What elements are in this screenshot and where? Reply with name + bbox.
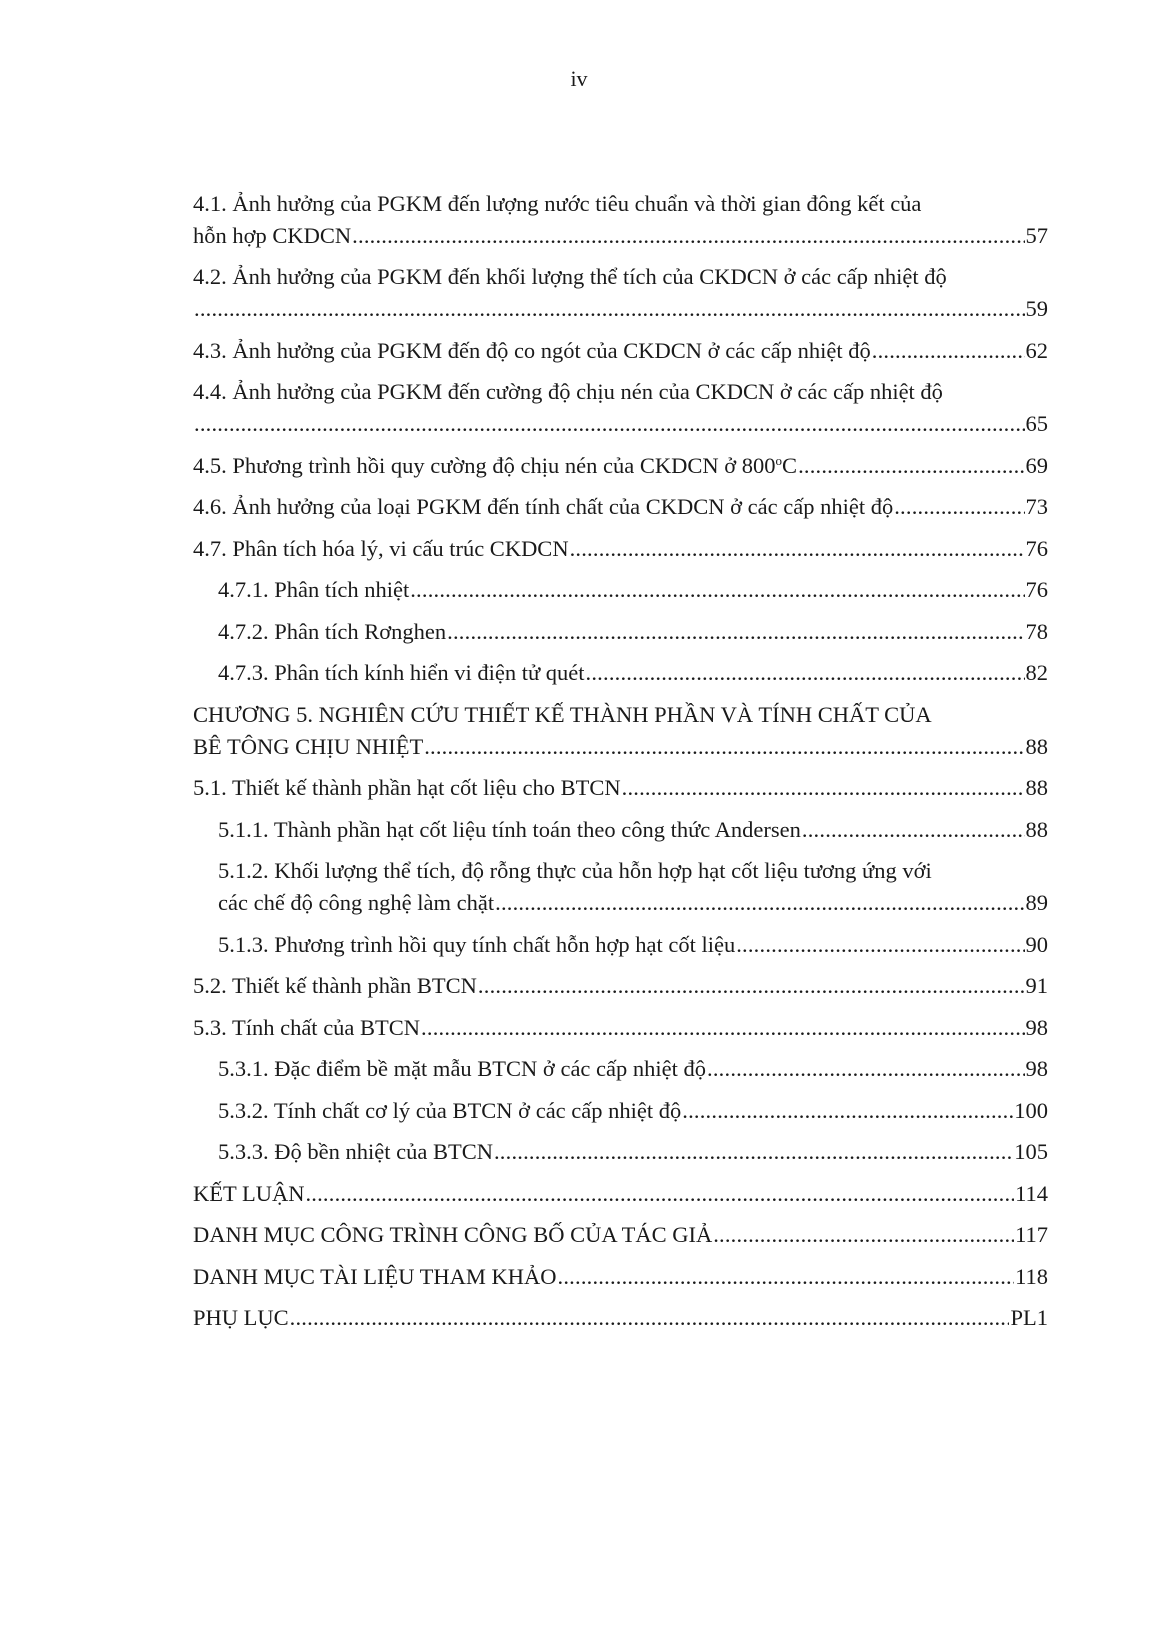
dot-leader [421, 1012, 1024, 1044]
toc-page-number: 59 [1025, 296, 1048, 321]
dot-leader [495, 887, 1024, 919]
toc-page-number: PL1 [1010, 1305, 1048, 1330]
dot-leader [424, 731, 1024, 763]
toc-entry[interactable] [193, 616, 1048, 648]
toc-entry-title: 5.3. Tính chất của BTCN [193, 1015, 421, 1040]
toc-entry-title: 4.7.1. Phân tích nhiệt [218, 577, 410, 602]
toc-entry[interactable] [193, 335, 1048, 367]
toc-entry[interactable] [193, 1219, 1048, 1251]
toc-page-number: 65 [1025, 411, 1048, 436]
toc-entry-title-line: 4.4. Ảnh hưởng của PGKM đến cường độ chịu nén của CKDCN ở các cấp nhiệt độ [193, 379, 943, 404]
toc-page-number: 88 [1025, 817, 1048, 842]
toc-page-number: 117 [1015, 1222, 1048, 1247]
dot-leader [872, 335, 1025, 367]
dot-leader [447, 616, 1024, 648]
toc-entry-title: 5.1.3. Phương trình hồi quy tính chất hỗn hợp hạt cốt liệu [218, 932, 736, 957]
toc-page-number: 118 [1015, 1264, 1048, 1289]
dot-leader [558, 1261, 1015, 1293]
toc-entry[interactable] [193, 772, 1048, 804]
dot-leader [478, 970, 1025, 1002]
toc-page-number: 82 [1025, 660, 1048, 685]
toc-page-number: 76 [1025, 577, 1048, 602]
page-number: iv [570, 66, 588, 91]
toc-entry[interactable] [193, 450, 1048, 482]
toc-entry[interactable] [193, 657, 1048, 689]
toc-entry-title: BÊ TÔNG CHỊU NHIỆT [193, 734, 424, 759]
toc-entry-title: 5.3.3. Độ bền nhiệt của BTCN [218, 1139, 493, 1164]
toc-page-number: 78 [1025, 619, 1048, 644]
toc-page-number: 69 [1025, 453, 1048, 478]
toc-page-number: 57 [1025, 223, 1048, 248]
superscript: o [775, 453, 783, 468]
dot-leader [494, 1136, 1013, 1168]
toc-entry-title-line: 4.1. Ảnh hưởng của PGKM đến lượng nước tiêu chuẩn và thời gian đông kết của [193, 191, 922, 216]
dot-leader [798, 450, 1024, 482]
dot-leader [586, 657, 1025, 689]
toc-entry-title: 4.3. Ảnh hưởng của PGKM đến độ co ngót của CKDCN ở các cấp nhiệt độ [193, 338, 871, 363]
toc-entry[interactable] [193, 1178, 1048, 1210]
toc-entry-title: DANH MỤC CÔNG TRÌNH CÔNG BỐ CỦA TÁC GIẢ [193, 1222, 713, 1247]
toc-entry-title: 4.5. Phương trình hồi quy cường độ chịu nén của CKDCN ở 800$^o$C [193, 453, 798, 478]
dot-leader [713, 1219, 1014, 1251]
toc-page-number: 100 [1014, 1098, 1048, 1123]
dot-leader [352, 220, 1024, 252]
table-of-contents [193, 188, 1048, 1334]
dot-leader [290, 1302, 1010, 1334]
toc-entry-title: 4.7.3. Phân tích kính hiển vi điện tử quét [218, 660, 585, 685]
toc-entry[interactable] [193, 970, 1048, 1002]
toc-entry[interactable] [193, 188, 1048, 252]
toc-page-number: 98 [1025, 1015, 1048, 1040]
toc-entry[interactable] [193, 261, 1048, 325]
toc-entry-title: 5.1. Thiết kế thành phần hạt cốt liệu cho BTCN [193, 775, 621, 800]
toc-entry-title: 4.7. Phân tích hóa lý, vi cấu trúc CKDCN [193, 536, 569, 561]
toc-entry[interactable] [193, 1302, 1048, 1334]
toc-entry-title: 5.3.2. Tính chất cơ lý của BTCN ở các cấp nhiệt độ [218, 1098, 682, 1123]
toc-entry-title-line: CHƯƠNG 5. NGHIÊN CỨU THIẾT KẾ THÀNH PHẦN VÀ TÍNH CHẤT CỦA [193, 702, 932, 727]
toc-page-number: 105 [1014, 1139, 1048, 1164]
toc-entry-title: hỗn hợp CKDCN [193, 223, 352, 248]
toc-entry[interactable] [193, 1012, 1048, 1044]
dot-leader [410, 574, 1024, 606]
toc-page-number: 76 [1025, 536, 1048, 561]
toc-page-number: 62 [1025, 338, 1048, 363]
toc-entry[interactable] [193, 1261, 1048, 1293]
toc-page-number: 89 [1025, 890, 1048, 915]
toc-entry[interactable] [193, 491, 1048, 523]
toc-entry-title: PHỤ LỤC [193, 1305, 289, 1330]
dot-leader [622, 772, 1025, 804]
toc-entry-title: 5.1.1. Thành phần hạt cốt liệu tính toán theo công thức Andersen [218, 817, 801, 842]
toc-entry-title: 5.2. Thiết kế thành phần BTCN [193, 973, 477, 998]
dot-leader [736, 929, 1024, 961]
toc-entry-title: 4.6. Ảnh hưởng của loại PGKM đến tính chất của CKDCN ở các cấp nhiệt độ [193, 494, 894, 519]
toc-entry-title: các chế độ công nghệ làm chặt [218, 890, 495, 915]
toc-entry-title-line: 5.1.2. Khối lượng thể tích, độ rỗng thực của hỗn hợp hạt cốt liệu tương ứng với [218, 858, 932, 883]
toc-page-number: 90 [1025, 932, 1048, 957]
toc-entry[interactable] [193, 699, 1048, 763]
dot-leader [305, 1178, 1014, 1210]
toc-page-number: 114 [1015, 1181, 1048, 1206]
toc-entry[interactable] [193, 929, 1048, 961]
toc-entry-title: 4.7.2. Phân tích Rơnghen [218, 619, 447, 644]
toc-entry[interactable] [193, 1053, 1048, 1085]
toc-entry[interactable] [193, 1095, 1048, 1127]
toc-entry[interactable] [193, 533, 1048, 565]
toc-entry[interactable] [193, 1136, 1048, 1168]
toc-entry[interactable] [193, 376, 1048, 440]
toc-entry-title: DANH MỤC TÀI LIỆU THAM KHẢO [193, 1264, 557, 1289]
toc-page-number: 88 [1025, 775, 1048, 800]
dot-leader [570, 533, 1025, 565]
dot-leader [894, 491, 1024, 523]
dot-leader [682, 1095, 1013, 1127]
toc-entry[interactable] [193, 814, 1048, 846]
dot-leader [802, 814, 1025, 846]
toc-entry-title: 5.3.1. Đặc điểm bề mặt mẫu BTCN ở các cấp nhiệt độ [218, 1056, 707, 1081]
toc-entry-title-line: 4.2. Ảnh hưởng của PGKM đến khối lượng thể tích của CKDCN ở các cấp nhiệt độ [193, 264, 947, 289]
toc-page-number: 91 [1025, 973, 1048, 998]
toc-entry-title: KẾT LUẬN [193, 1181, 305, 1206]
dot-leader [707, 1053, 1024, 1085]
toc-page-number: 98 [1025, 1056, 1048, 1081]
toc-entry[interactable] [193, 855, 1048, 919]
toc-page-number: 73 [1025, 494, 1048, 519]
toc-page-number: 88 [1025, 734, 1048, 759]
toc-entry[interactable] [193, 574, 1048, 606]
dot-leader [194, 408, 1025, 440]
dot-leader [194, 293, 1025, 325]
